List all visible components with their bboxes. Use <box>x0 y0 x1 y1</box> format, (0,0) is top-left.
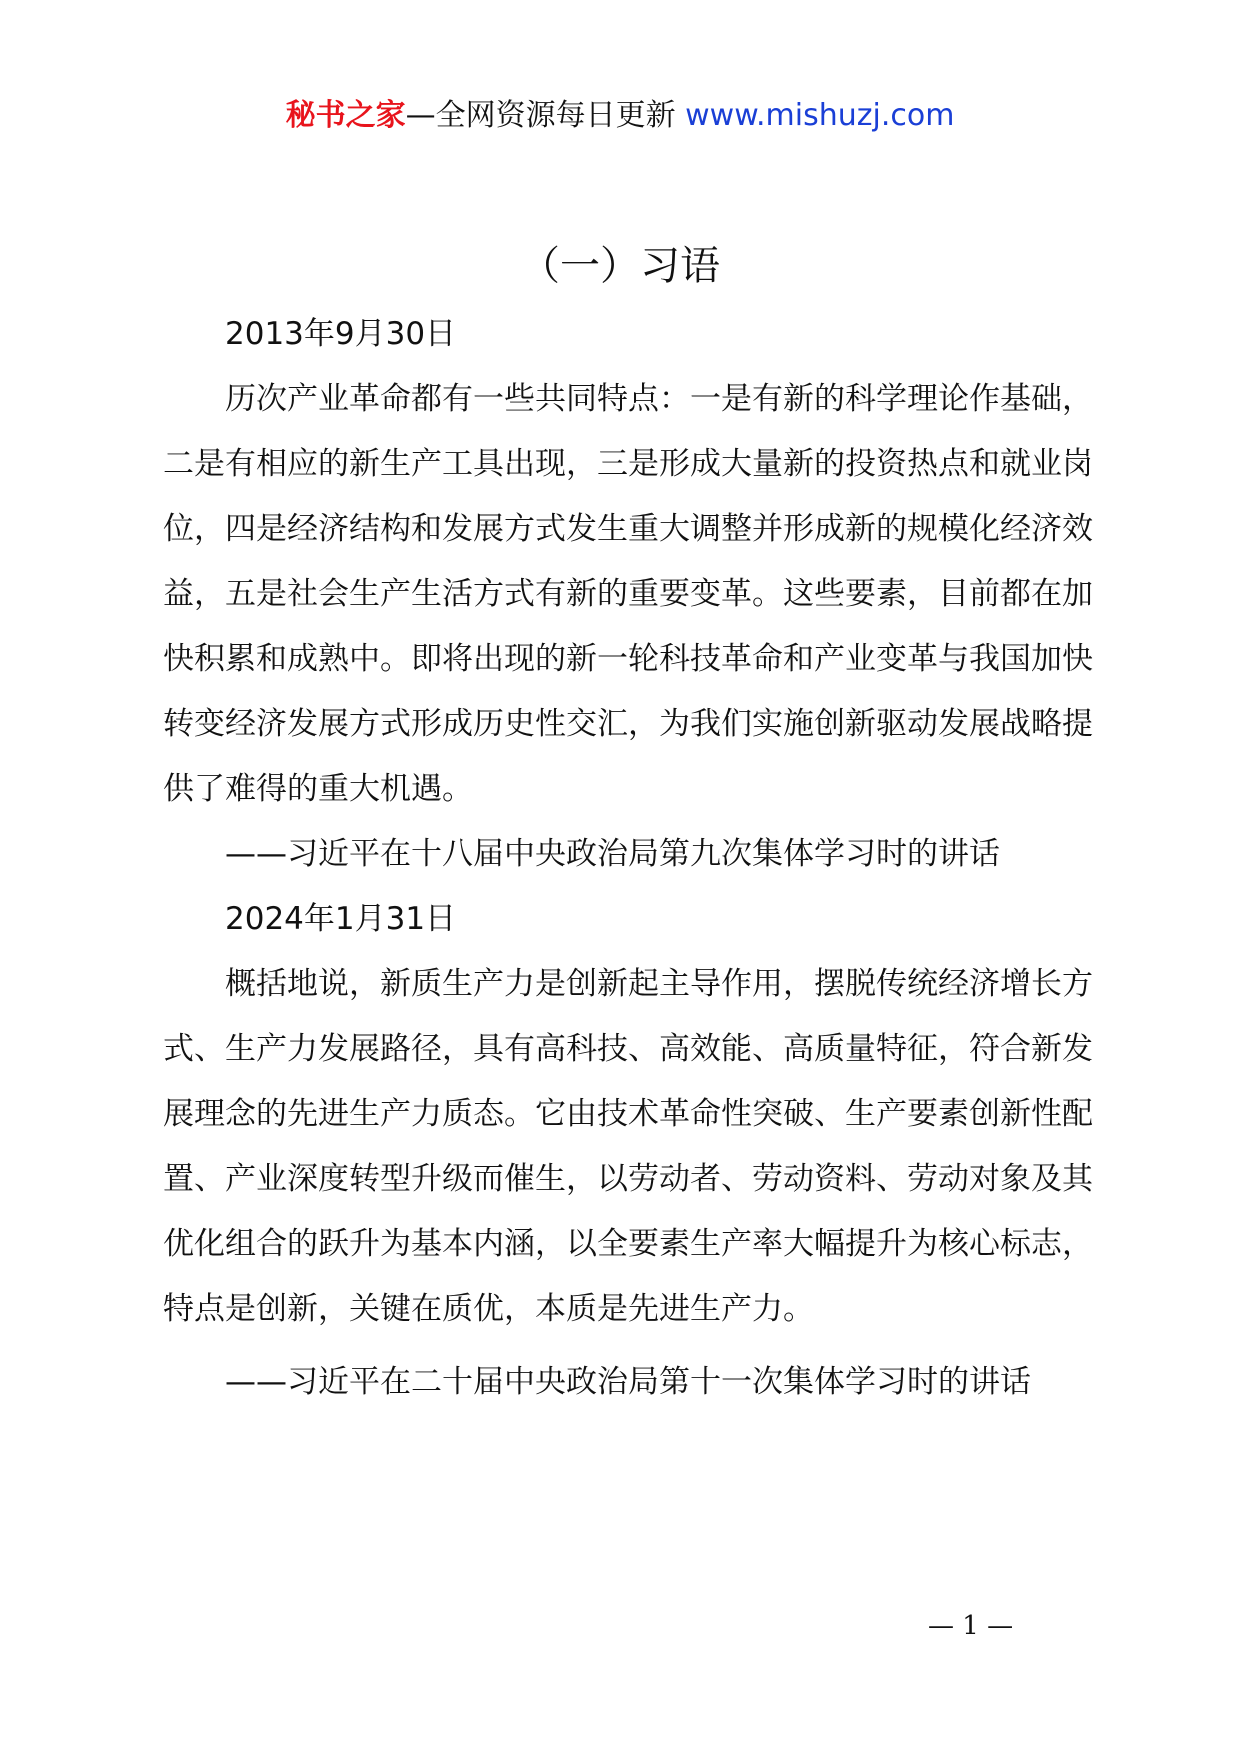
section-date: 2013年9月30日 <box>225 316 457 352</box>
header-tagline: —全网资源每日更新 <box>405 98 686 133</box>
quote-paragraph: 概括地说，新质生产力是创新起主导作用，摆脱传统经济增长方式、生产力发展路径，具有高科技、高效能、高质量特征，符合新发展理念的先进生产力质态。它由技术革命性突破、生产要素创新性配置、产业深度转型升级而催生，以劳动者、劳动资料、劳动对象及其优化组合的跃升为基本内涵，以全要素生产率大幅提升为核心标志，特点是创新，关键在质优，本质是先进生产力。 <box>163 966 1093 1327</box>
document-body <box>163 302 1103 1415</box>
section-date: 2024年1月31日 <box>225 901 457 937</box>
site-header <box>0 96 1240 136</box>
quote-source: ——习近平在二十届中央政治局第十一次集体学习时的讲话 <box>225 1364 1031 1400</box>
page-title: （一）习语 <box>520 243 720 289</box>
website-link[interactable]: www.mishuzj.com <box>685 98 955 133</box>
quote-source: ——习近平在十八届中央政治局第九次集体学习时的讲话 <box>225 836 1000 872</box>
quote-paragraph: 历次产业革命都有一些共同特点：一是有新的科学理论作基础，二是有相应的新生产工具出现，三是形成大量新的投资热点和就业岗位，四是经济结构和发展方式发生重大调整并形成新的规模化经济效益，五是社会生产生活方式有新的重要变革。这些要素，目前都在加快积累和成熟中。即将出现的新一轮科技革命和产业变革与我国加快转变经济发展方式形成历史性交汇，为我们实施创新驱动发展战略提供了难得的重大机遇。 <box>163 381 1093 807</box>
page-number: — 1 — <box>928 1611 1014 1641</box>
brand-name: 秘书之家 <box>285 98 406 133</box>
